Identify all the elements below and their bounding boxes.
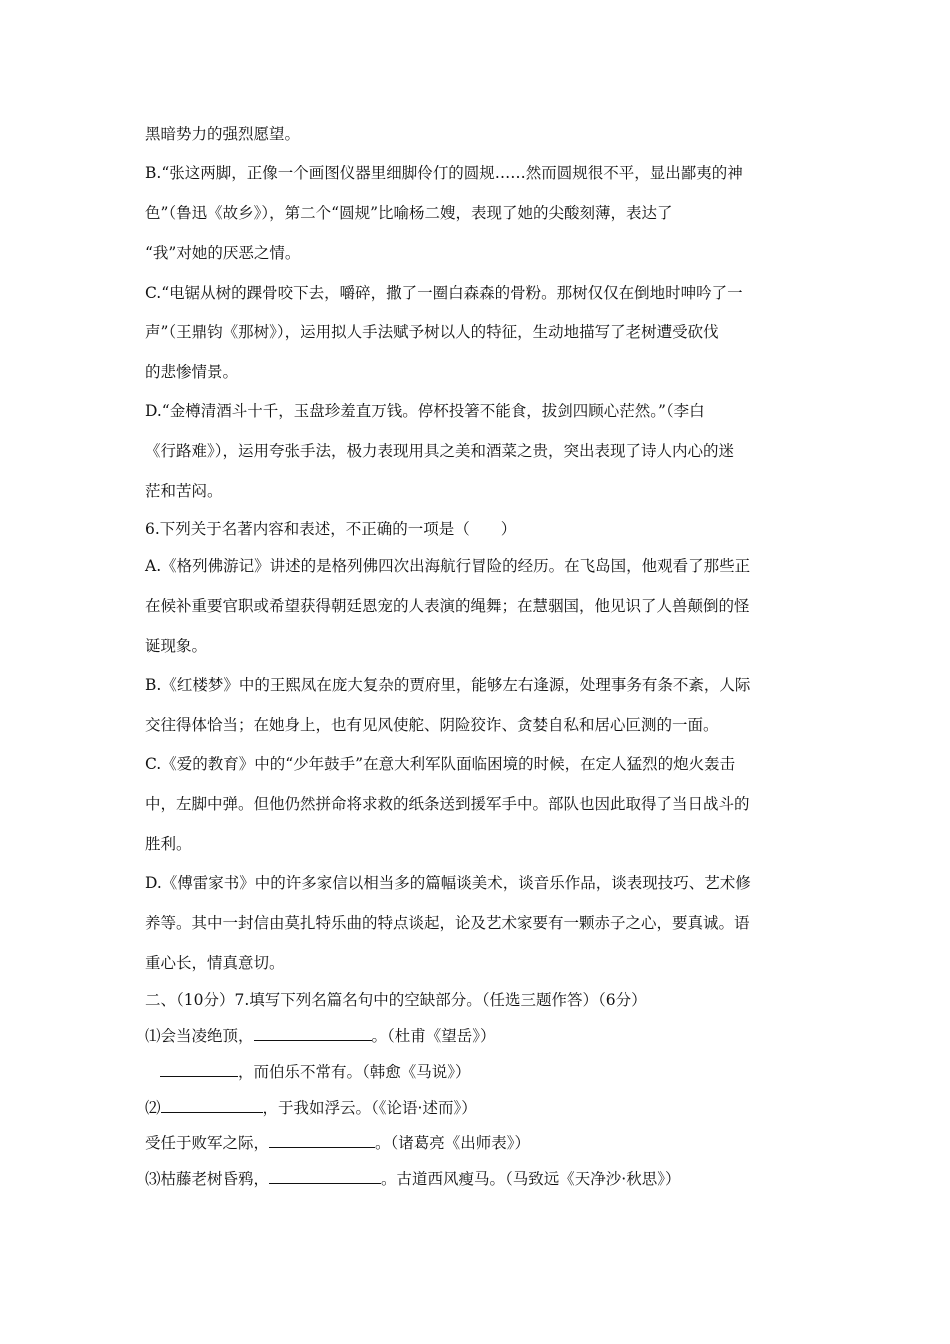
option-c-line-1: C.“电锯从树的踝骨咬下去，嚼碎，撒了一圈白森森的骨粉。那树仅仅在倒地时呻吟了一 <box>145 284 743 302</box>
fill-q2-line-1 <box>145 1097 477 1118</box>
q6-option-a-line-2: 在候补重要官职或希望获得朝廷恩宠的人表演的绳舞；在慧骃国，他见识了人兽颠倒的怪 <box>145 597 750 615</box>
q6-option-c-line-2: 中，左脚中弹。但他仍然拼命将求救的纸条送到援军手中。部队也因此取得了当日战斗的 <box>145 795 750 813</box>
answer-blank[interactable] <box>269 1132 375 1148</box>
q6-option-d-line-1: D.《傅雷家书》中的许多家信以相当多的篇幅谈美术，谈音乐作品，谈表现技巧、艺术修 <box>145 874 751 892</box>
option-d-line-3: 茫和苦闷。 <box>145 482 223 500</box>
q6-option-a-line-1: A.《格列佛游记》讲述的是格列佛四次出海航行冒险的经历。在飞岛国，他观看了那些正 <box>145 557 751 575</box>
q6-option-d-line-2: 养等。其中一封信由莫扎特乐曲的特点谈起，论及艺术家要有一颗赤子之心，要真诚。语 <box>145 914 750 932</box>
fill-q2-line-2 <box>145 1132 530 1153</box>
answer-blank[interactable] <box>161 1097 263 1113</box>
option-d-line-2: 《行路难》），运用夸张手法，极力表现用具之美和酒菜之贵，突出表现了诗人内心的迷 <box>145 442 735 460</box>
option-c-line-3: 的悲惨情景。 <box>145 363 239 381</box>
option-b-line-2: 色”（鲁迅《故乡》），第二个“圆规”比喻杨二嫂，表现了她的尖酸刻薄，表达了 <box>145 204 673 222</box>
question-6-stem: 6.下列关于名著内容和表述，不正确的一项是（ ） <box>145 520 517 538</box>
fill-text: ⑵ <box>145 1099 161 1117</box>
fill-text: ⑴会当凌绝顶， <box>145 1027 254 1045</box>
answer-blank[interactable] <box>269 1168 381 1184</box>
q6-option-b-line-1: B.《红楼梦》中的王熙凤在庞大复杂的贾府里，能够左右逢源，处理事务有条不紊，人际 <box>145 676 751 694</box>
fill-text: 受任于败军之际， <box>145 1134 270 1152</box>
fill-text: ⑶枯藤老树昏鸦， <box>145 1170 270 1188</box>
q6-option-c-line-1: C.《爱的教育》中的“少年鼓手”在意大利军队面临困境的时候，在定人猛烈的炮火轰击 <box>145 755 736 773</box>
fill-text: ，而伯乐不常有。（韩愈《马说》） <box>238 1063 471 1081</box>
fill-q1-line-1 <box>145 1025 496 1046</box>
text-line: 黑暗势力的强烈愿望。 <box>145 125 301 143</box>
option-d-line-1: D.“金樽清酒斗十千，玉盘珍羞直万钱。停杯投箸不能食，拔剑四顾心茫然。”（李白 <box>145 402 705 420</box>
fill-text: ，于我如浮云。（《论语·述而》） <box>262 1099 477 1117</box>
fill-q3-line-1 <box>145 1168 680 1189</box>
fill-text: 。（杜甫《望岳》） <box>371 1027 496 1045</box>
answer-blank[interactable] <box>160 1061 238 1077</box>
q6-option-c-line-3: 胜利。 <box>145 835 192 853</box>
q6-option-b-line-2: 交往得体恰当；在她身上，也有见风使舵、阴险狡诈、贪婪自私和居心叵测的一面。 <box>145 716 719 734</box>
fill-q1-line-2 <box>160 1061 471 1082</box>
fill-text: 。（诸葛亮《出师表》） <box>375 1134 531 1152</box>
answer-blank[interactable] <box>254 1025 372 1041</box>
option-b-line-1: B.“张这两脚，正像一个画图仪器里细脚伶仃的圆规……然而圆规很不平，显出鄙夷的神 <box>145 164 743 182</box>
q6-option-d-line-3: 重心长，情真意切。 <box>145 954 285 972</box>
fill-text: 。古道西风瘦马。（马致远《天净沙·秋思》） <box>381 1170 681 1188</box>
section-2-heading: 二、（10分）7.填写下列名篇名句中的空缺部分。（任选三题作答）（6分） <box>145 991 647 1009</box>
option-c-line-2: 声”（王鼎钧《那树》），运用拟人手法赋予树以人的特征，生动地描写了老树遭受砍伐 <box>145 323 719 341</box>
q6-option-a-line-3: 诞现象。 <box>145 637 208 655</box>
option-b-line-3: “我”对她的厌恶之情。 <box>145 244 301 262</box>
